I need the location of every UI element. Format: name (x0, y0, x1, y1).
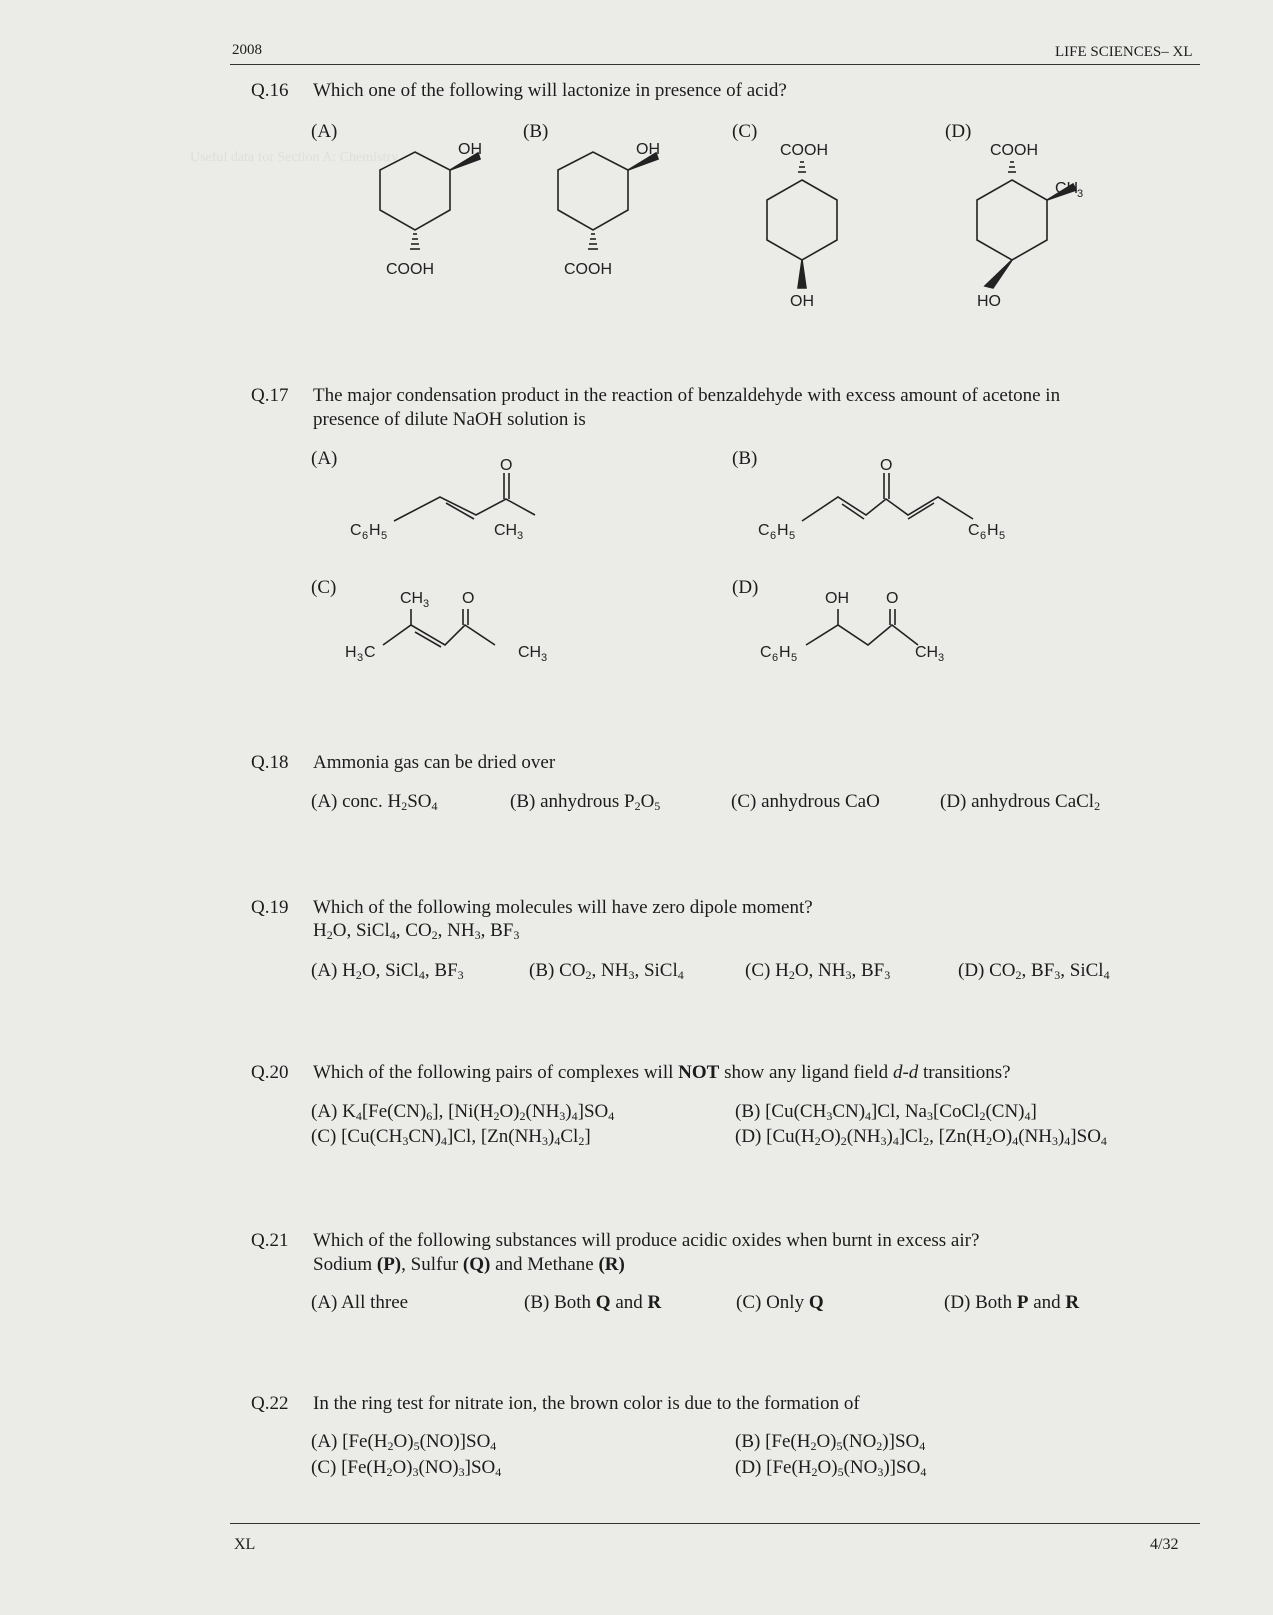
q20-option-b[interactable]: (B) $[Cu(CH_3CN)_4]Cl$, $Na_3[CoCl_2(CN)_4]$ (735, 1101, 1037, 1123)
svg-text:OH: OH (790, 293, 814, 310)
bleed-through: Useful data for Section A: Chemistry (190, 150, 399, 165)
question-number: Q.19 (251, 897, 289, 918)
svg-text:5: 5 (381, 530, 388, 542)
svg-text:OH: OH (458, 141, 482, 158)
question-text: Which of the following molecules will have zero dipole moment? (313, 897, 813, 918)
question-22 (251, 1393, 860, 1415)
question-17-continued: presence of dilute NaOH solution is (313, 409, 586, 430)
question-number: Q.20 (251, 1062, 289, 1083)
question-17 (251, 385, 1060, 407)
svg-text:6: 6 (980, 530, 987, 542)
header-paper: LIFE SCIENCES– XL (1055, 44, 1193, 60)
svg-text:3: 3 (1077, 188, 1084, 200)
q18-option-b[interactable]: (B) anhydrous $P_2O_5$ (510, 791, 661, 813)
question-19 (251, 897, 813, 919)
q18-option-d[interactable]: (D) anhydrous CaCl$_2$ (940, 791, 1101, 813)
svg-text:OH: OH (825, 590, 849, 607)
q16-structure-d (955, 140, 1115, 310)
q17-label-a: (A) (311, 448, 338, 469)
q18-option-a[interactable]: (A) conc. $H_2SO_4$ (311, 791, 438, 813)
question-18 (251, 752, 555, 774)
svg-text:5: 5 (789, 530, 796, 542)
q20-option-c[interactable]: (C) $[Cu(CH_3CN)_4]Cl$, $[Zn(NH_3)_4Cl_2]$ (311, 1126, 591, 1148)
svg-text:CH: CH (915, 644, 939, 661)
footer-page: 4/32 (1150, 1536, 1179, 1553)
svg-text:O: O (880, 457, 893, 474)
q16-label-d: (D) (945, 121, 972, 142)
q17-label-b: (B) (732, 448, 758, 469)
question-20: Q.20 Which of the following pairs of complexes will NOT show any ligand field d-d transitions? (251, 1062, 1011, 1083)
q16-label-a: (A) (311, 121, 338, 142)
q16-structure-a (340, 140, 490, 280)
svg-text:6: 6 (362, 530, 369, 542)
svg-text:3: 3 (517, 530, 524, 542)
question-text: Which of the following substances will produce acidic oxides when burnt in excess air? (313, 1230, 980, 1251)
q21-continued: Sodium (P), Sulfur (Q) and Methane (R) (313, 1254, 625, 1275)
svg-text:COOH: COOH (564, 261, 612, 278)
svg-text:3: 3 (938, 652, 945, 664)
question-number: Q.18 (251, 752, 289, 773)
svg-text:COOH: COOH (990, 142, 1038, 159)
svg-text:O: O (462, 590, 475, 607)
q22-option-a[interactable]: (A) $[Fe(H_2O)_5(NO)]SO_4$ (311, 1431, 497, 1453)
q19-option-b[interactable]: (B) $CO_2$, $NH_3$, SiCl$_4$ (529, 960, 684, 982)
q20-option-d[interactable]: (D) $[Cu(H_2O)_2(NH_3)_4]Cl_2$, $[Zn(H_2O)_4(NH_3)_4]SO_4$ (735, 1126, 1107, 1148)
q16-label-c: (C) (732, 121, 758, 142)
q16-label-b: (B) (523, 121, 549, 142)
q21-option-b[interactable]: (B) Both Q and R (524, 1292, 662, 1313)
q18-option-c[interactable]: (C) anhydrous CaO (731, 791, 880, 812)
question-16 (251, 80, 787, 102)
question-number: Q.22 (251, 1393, 289, 1414)
svg-text:H: H (345, 644, 357, 661)
header-rule (230, 64, 1200, 65)
svg-text:C: C (968, 522, 980, 539)
q19-option-c[interactable]: (C) $H_2O$, $NH_3$, $BF_3$ (745, 960, 891, 982)
svg-text:6: 6 (772, 652, 779, 664)
q21-option-d[interactable]: (D) Both P and R (944, 1292, 1080, 1313)
q17-label-c: (C) (311, 577, 337, 598)
svg-text:COOH: COOH (780, 142, 828, 159)
svg-text:CH: CH (494, 522, 518, 539)
svg-text:6: 6 (770, 530, 777, 542)
q22-option-d[interactable]: (D) $[Fe(H_2O)_5(NO_3)]SO_4$ (735, 1457, 927, 1479)
q20-option-a[interactable]: (A) $K_4[Fe(CN)_6]$, $[Ni(H_2O)_2(NH_3)_4]SO_4$ (311, 1101, 615, 1123)
question-text: Ammonia gas can be dried over (313, 752, 556, 773)
svg-text:H: H (779, 644, 791, 661)
footer-rule (230, 1523, 1200, 1524)
q22-option-c[interactable]: (C) $[Fe(H_2O)_3(NO)_3]SO_4$ (311, 1457, 502, 1479)
q17-label-d: (D) (732, 577, 759, 598)
q17-structure-c (345, 585, 548, 665)
svg-text:5: 5 (791, 652, 798, 664)
svg-text:COOH: COOH (386, 261, 434, 278)
question-text: The major condensation product in the reaction of benzaldehyde with excess amount of acetone in (313, 385, 1061, 406)
svg-text:5: 5 (999, 530, 1006, 542)
footer-code: XL (234, 1536, 256, 1553)
svg-text:C: C (760, 644, 772, 661)
svg-text:C: C (758, 522, 770, 539)
svg-text:O: O (886, 590, 899, 607)
q17-structure-b (758, 455, 1038, 545)
svg-text:H: H (987, 522, 999, 539)
q19-option-d[interactable]: (D) $CO_2$, $BF_3$, SiCl$_4$ (958, 960, 1110, 982)
svg-text:H: H (369, 522, 381, 539)
svg-text:3: 3 (357, 652, 364, 664)
q22-option-b[interactable]: (B) $[Fe(H_2O)_5(NO_2)]SO_4$ (735, 1431, 926, 1453)
svg-text:CH: CH (400, 590, 424, 607)
question-number: Q.17 (251, 385, 289, 406)
q17-structure-d (760, 585, 980, 665)
question-number: Q.21 (251, 1230, 289, 1251)
question-number: Q.16 (251, 80, 289, 101)
header-year: 2008 (232, 42, 262, 58)
svg-text:CH: CH (518, 644, 542, 661)
svg-text:OH: OH (636, 141, 660, 158)
question-21 (251, 1230, 979, 1252)
question-text: Which one of the following will lactonize in presence of acid? (313, 80, 787, 101)
svg-text:C: C (350, 522, 362, 539)
svg-text:3: 3 (541, 652, 548, 664)
q21-option-c[interactable]: (C) Only Q (736, 1292, 824, 1313)
svg-text:CH: CH (1055, 180, 1079, 197)
q16-structure-c (760, 140, 870, 310)
q21-option-a[interactable]: (A) All three (311, 1292, 409, 1313)
q19-molecules: $H_2O$, SiCl$_4$, $CO_2$, $NH_3$, $BF_3$ (313, 920, 520, 942)
q16-structure-b (550, 140, 700, 280)
q17-structure-a (350, 455, 550, 545)
svg-text:3: 3 (423, 598, 430, 610)
svg-text:C: C (364, 644, 376, 661)
question-text: In the ring test for nitrate ion, the brown color is due to the formation of (313, 1393, 860, 1414)
svg-text:O: O (500, 457, 513, 474)
svg-text:H: H (777, 522, 789, 539)
svg-text:HO: HO (977, 293, 1001, 310)
q19-option-a[interactable]: (A) $H_2O$, SiCl$_4$, $BF_3$ (311, 960, 464, 982)
